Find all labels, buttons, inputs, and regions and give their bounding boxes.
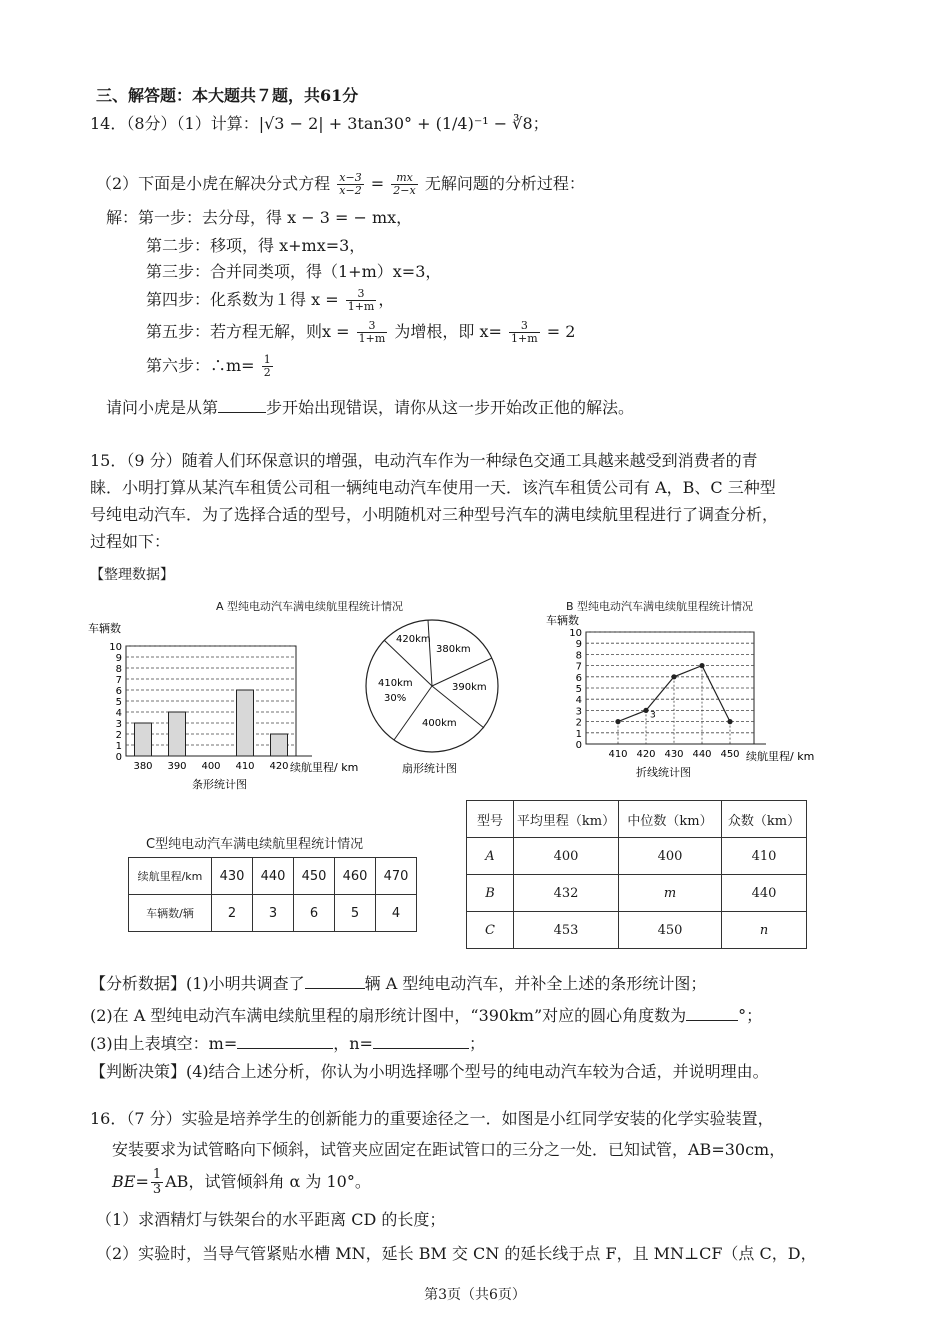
pie-label-390: 390km <box>452 682 487 693</box>
line-y-tick: 1 <box>575 728 582 740</box>
q16-line-3 <box>112 1168 371 1197</box>
line-x-tick: 420 <box>636 749 656 760</box>
table-cell: 车辆数/辆 <box>129 895 212 932</box>
bar-y-tick: 4 <box>115 708 122 719</box>
q15-line-3: 号纯电动汽车．为了选择合适的型号，小明随机对三种型号汽车的满电续航里程进行了调查分析， <box>90 505 779 524</box>
bar-y-tick: 2 <box>115 730 122 741</box>
line-y-tick: 9 <box>575 639 582 651</box>
q14-intro-b: 无解问题的分析过程： <box>424 174 585 193</box>
bar-390 <box>169 712 186 756</box>
table-row <box>467 801 807 838</box>
frac-den: 1+m <box>511 332 538 345</box>
frac-num: 3 <box>357 320 388 333</box>
line-x-tick: 430 <box>664 749 684 760</box>
q16-part-2: （2）实验时，当导气管紧贴水槽 MN，延长 BM 交 CN 的延长线于点 F，且 MN⊥CF（点 C，D， <box>96 1244 817 1263</box>
line-caption: 折线统计图 <box>636 766 691 779</box>
section-title: 三、解答题：本大题共７题，共61分 <box>96 86 359 105</box>
frac-num: mx <box>391 172 417 185</box>
analyze-1 <box>90 972 706 996</box>
line-ylabel: 车辆数 <box>546 614 579 627</box>
bar-y-tick: 6 <box>115 686 122 697</box>
line-y-tick: 7 <box>575 661 582 673</box>
table-cell: 续航里程/km <box>129 858 212 895</box>
table-header: 型号 <box>467 801 514 838</box>
pie-label-400: 400km <box>422 718 457 729</box>
frac-den: 1+m <box>347 300 375 313</box>
analyze-1-a: 【分析数据】(1)小明共调查了 <box>90 974 305 993</box>
pie-label-420: 420km <box>396 634 431 645</box>
step-5-fraction-1 <box>357 320 388 345</box>
table-row <box>129 895 417 932</box>
line-x-tick: 410 <box>608 749 628 760</box>
bar-x-tick: 400 <box>201 761 221 772</box>
organize-label: 【整理数据】 <box>90 567 174 583</box>
q16-line-1: 16．（7 分）实验是培养学生的创新能力的重要途径之一．如图是小红同学安装的化学实验装置， <box>90 1109 774 1128</box>
line-point-420 <box>643 708 648 713</box>
bar-420 <box>271 734 288 756</box>
table-cell: 470 <box>376 858 417 895</box>
step-4: 第四步：化系数为１得 x = $\frac{3}{1+m}$ ， <box>146 287 395 313</box>
table-c-title: C型纯电动汽车满电续航里程统计情况 <box>146 837 364 852</box>
line-y-tick: 4 <box>575 695 582 707</box>
table-cell: n <box>722 912 807 949</box>
bar-y-tick: 1 <box>115 741 122 752</box>
step-4-text: 第四步：化系数为１得 x = <box>146 290 339 309</box>
table-cell: 450 <box>294 858 335 895</box>
line-y-tick: 5 <box>575 684 582 695</box>
step-5-text-c: = 2 <box>546 322 576 341</box>
line-xlabel: 续航里程/ km <box>746 750 815 763</box>
line-point-440 <box>699 663 704 668</box>
q15-line-2: 睐．小明打算从某汽车租赁公司租一辆纯电动汽车使用一天．该汽车租赁公司有 A，B、C 三种型 <box>90 478 776 497</box>
q16-line-2: 安装要求为试管略向下倾斜，试管夹应固定在距试管口的三分之一处．已知试管，AB=30cm， <box>112 1140 786 1159</box>
table-header: 平均里程（km） <box>514 801 619 838</box>
bar-x-tick: 420 <box>269 761 289 772</box>
table-cell: A <box>467 838 514 875</box>
q14-part1: 14．（8分）（1）计算：|√3 − 2| + 3tan30° + (1/4)⁻¹ − ∛8； <box>90 114 549 133</box>
table-row <box>467 838 807 875</box>
table-cell: 400 <box>619 838 722 875</box>
pie-chart <box>360 612 510 782</box>
table-cell: 453 <box>514 912 619 949</box>
bar-x-tick: 390 <box>167 761 187 772</box>
bar-y-tick: 10 <box>109 642 122 653</box>
step-1: 解：第一步：去分母，得 x − 3 = − mx， <box>106 208 413 227</box>
table-header: 众数（km） <box>722 801 807 838</box>
q15-line-1: 15．（9 分）随着人们环保意识的增强，电动汽车作为一种绿色交通工具越来越受到消费者的青 <box>90 451 758 470</box>
analyze-3 <box>90 1032 485 1056</box>
line-x-tick: 450 <box>720 749 740 760</box>
bar-x-tick: 410 <box>235 761 255 772</box>
table-row <box>467 912 807 949</box>
equation-right-fraction <box>391 172 417 197</box>
q16-line-3-b: AB，试管倾斜角 α 为 10°。 <box>165 1172 371 1191</box>
bar-xlabel: 续航里程/ km <box>290 761 359 774</box>
step-4-fraction <box>346 288 377 313</box>
line-y-tick: 10 <box>569 628 582 639</box>
bar-y-tick: 9 <box>115 653 122 664</box>
frac-den: 2 <box>263 366 271 379</box>
table-cell: 460 <box>335 858 376 895</box>
analyze-1-b: 辆 A 型纯电动汽车，并补全上述的条形统计图； <box>364 974 707 993</box>
line-y-tick: 0 <box>575 740 582 751</box>
analyze-3-b: ，n= <box>333 1034 373 1053</box>
analyze-2-b: °； <box>738 1006 763 1025</box>
chart-b-title: B 型纯电动汽车满电续航里程统计情况 <box>566 600 754 613</box>
line-y-tick: 2 <box>575 717 582 729</box>
page-footer: 第3页（共6页） <box>424 1287 526 1303</box>
step-5-text-a: 第五步：若方程无解，则x = <box>146 322 350 341</box>
bar-y-tick: 8 <box>115 664 122 675</box>
table-cell: 430 <box>212 858 253 895</box>
bar-y-tick: 0 <box>115 752 122 763</box>
line-y-tick: 6 <box>575 672 582 684</box>
table-row <box>129 858 417 895</box>
table-cell: C <box>467 912 514 949</box>
line-point-label: 3 <box>650 710 656 721</box>
q16-line-3-a: BE= <box>112 1172 149 1191</box>
step-2: 第二步：移项，得 x+mx=3， <box>146 236 366 255</box>
table-cell: 5 <box>335 895 376 932</box>
pie-label-380: 380km <box>436 644 471 655</box>
table-cell: 3 <box>253 895 294 932</box>
table-row <box>467 875 807 912</box>
analyze-3-c: ； <box>468 1034 485 1053</box>
table-cell: B <box>467 875 514 912</box>
q14-question-a: 请问小虎是从第 <box>106 398 219 417</box>
frac-num: 1 <box>152 1167 162 1182</box>
q16-fraction <box>151 1168 163 1197</box>
table-cell: 6 <box>294 895 335 932</box>
frac-den: x−2 <box>339 184 362 197</box>
table-cell: 440 <box>253 858 294 895</box>
answer-blank[interactable] <box>686 1004 738 1021</box>
bar-380 <box>135 723 152 756</box>
analyze-2-a: (2)在 A 型纯电动汽车满电续航里程的扇形统计图中，“390km”对应的圆心角度数为 <box>90 1006 687 1025</box>
bar-y-tick: 5 <box>115 697 122 708</box>
bar-ylabel: 车辆数 <box>88 622 121 635</box>
bar-y-tick: 7 <box>115 675 122 686</box>
answer-blank-n[interactable] <box>373 1032 469 1049</box>
frac-num: x−3 <box>339 171 362 184</box>
step-6-text: 第六步：∴m= <box>146 356 255 375</box>
table-cell: 432 <box>514 875 619 912</box>
chart-a-title: A 型纯电动汽车满电续航里程统计情况 <box>216 600 404 613</box>
line-point-450 <box>727 719 732 724</box>
line-y-tick: 3 <box>575 706 582 718</box>
line-chart <box>540 612 840 782</box>
q16-part-1: （1）求酒精灯与铁架台的水平距离 CD 的长度； <box>96 1210 446 1229</box>
table-c <box>128 857 417 932</box>
step-6 <box>146 354 275 379</box>
analyze-2 <box>90 1004 762 1028</box>
line-y-tick: 8 <box>575 650 582 662</box>
bar-410 <box>237 690 254 756</box>
bar-caption: 条形统计图 <box>192 778 247 791</box>
table-cell: m <box>619 875 722 912</box>
answer-blank[interactable] <box>218 396 266 413</box>
step-5-text-b: 为增根，即 x= <box>394 322 502 341</box>
q15-line-4: 过程如下： <box>90 532 171 551</box>
equation-left-fraction <box>337 172 363 197</box>
line-point-430 <box>671 674 676 679</box>
table-cell: 450 <box>619 912 722 949</box>
pie-caption: 扇形统计图 <box>402 762 457 775</box>
table-cell: 2 <box>212 895 253 932</box>
bar-y-tick: 3 <box>115 719 122 730</box>
stats-table <box>466 800 807 949</box>
step-6-fraction <box>262 354 273 379</box>
bar-chart <box>84 612 374 797</box>
table-header: 中位数（km） <box>619 801 722 838</box>
frac-den: 2−x <box>393 184 416 197</box>
frac-num: 1 <box>263 353 271 366</box>
q14-question <box>106 396 634 420</box>
step-5-fraction-2 <box>509 320 540 345</box>
table-cell: 440 <box>722 875 807 912</box>
answer-blank[interactable] <box>305 972 365 989</box>
q14-intro-a: （2）下面是小虎在解决分式方程 <box>96 174 331 193</box>
table-cell: 410 <box>722 838 807 875</box>
step-3: 第三步：合并同类项，得（1+m）x=3， <box>146 262 442 281</box>
table-cell: 4 <box>376 895 417 932</box>
q14-question-b: 步开始出现错误，请你从这一步开始改正他的解法。 <box>266 398 635 417</box>
pie-label-410: 410km <box>378 678 413 689</box>
frac-num: 3 <box>346 288 377 301</box>
frac-num: 3 <box>509 320 540 333</box>
pie-annotation: 30% <box>384 693 407 704</box>
answer-blank-m[interactable] <box>237 1032 333 1049</box>
frac-den: 3 <box>152 1182 162 1197</box>
table-cell: 400 <box>514 838 619 875</box>
step-5 <box>146 320 575 345</box>
q14-part2-intro: （2）下面是小虎在解决分式方程 $\frac{x-3}{x-2}$ = $\frac{mx}{2-x}$ 无解问题的分析过程： <box>96 171 585 197</box>
bar-x-tick: 380 <box>133 761 153 772</box>
pie-divider <box>428 620 432 686</box>
decide-line: 【判断决策】(4)结合上述分析，你认为小明选择哪个型号的纯电动汽车较为合适，并说明理由。 <box>90 1062 769 1081</box>
line-x-tick: 440 <box>692 749 712 760</box>
frac-den: 1+m <box>358 332 386 345</box>
line-point-410 <box>615 719 620 724</box>
analyze-3-a: (3)由上表填空：m= <box>90 1034 238 1053</box>
